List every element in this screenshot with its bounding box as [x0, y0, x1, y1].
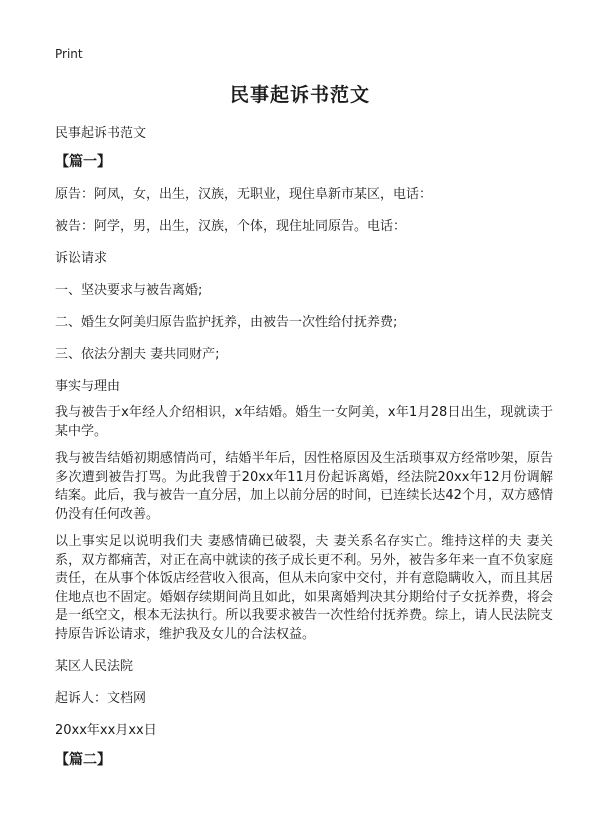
facts-heading: 事实与理由 [55, 379, 121, 394]
facts-paragraph: 以上事实足以说明我们夫 妻感情确已破裂，夫 妻关系名存实亡。维持这样的夫 妻关系，双方都痛苦，对正在高中就读的孩子成长更不利。另外，被告多年来一直不负家庭责任，在从事个体饭店经营收入很高，但从未向家中交付，并有意隐瞒收入，而且其居住地点也不固定。婚姻存续期间尚且如此，如果离婚判决其分期给付子女抚养费，将会是一纸空文，根本无法执行。所以我要求被告一次性给付抚养费。综上，请人民法院支持原告诉讼请求，维护我及女儿的合法权益。 [55, 534, 553, 642]
document-subtitle: 民事起诉书范文 [55, 126, 147, 141]
document-title: 民事起诉书范文 [229, 84, 370, 106]
claim-item: 一、坚决要求与被告离婚; [55, 283, 203, 298]
signer: 起诉人：文档网 [55, 691, 147, 706]
section-heading-1: 【篇一】 [55, 154, 111, 170]
plaintiff-info: 原告：阿凤，女，出生，汉族，无职业，现住阜新市某区，电话： [55, 187, 433, 202]
facts-paragraph: 我与被告于x年经人介绍相识，x年结婚。婚生一女阿美，x年1月28日出生，现就读于某中学。 [55, 405, 553, 439]
section-heading-2: 【篇二】 [55, 752, 111, 768]
claim-item: 二、婚生女阿美归原告监护抚养，由被告一次性给付抚养费; [55, 315, 398, 330]
print-label: Print [55, 47, 83, 61]
court-name: 某区人民法院 [55, 659, 134, 674]
facts-paragraph: 我与被告结婚初期感情尚可，结婚半年后，因性格原因及生活琐事双方经常吵架，原告多次遭到被告打骂。为此我曾于20xx年11月份起诉离婚，经法院20xx年12月份调解结案。此后，我与被告一直分居，加上以前分居的时间，已连续长达42个月，双方感情仍没有任何改善。 [55, 451, 553, 522]
claim-item: 三、依法分割夫 妻共同财产; [55, 347, 220, 362]
claims-heading: 诉讼请求 [55, 251, 108, 266]
defendant-info: 被告：阿学，男，出生，汉族，个体，现住址同原告。电话： [55, 219, 407, 234]
document-date: 20xx年xx月xx日 [55, 723, 157, 738]
